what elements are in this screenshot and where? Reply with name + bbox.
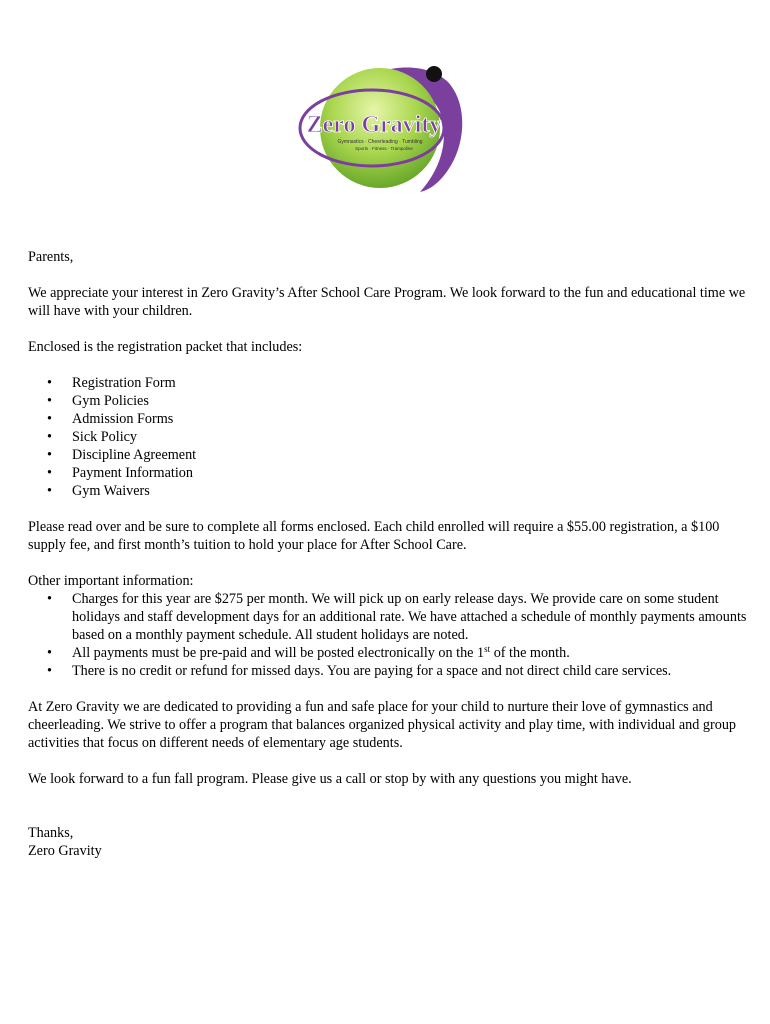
bullet-icon: • — [47, 429, 52, 445]
signature: Zero Gravity — [28, 843, 102, 859]
packet-list — [28, 374, 748, 500]
list-item: • There is no credit or refund for missed days. You are paying for a space and not direct child care services. — [47, 663, 672, 679]
bullet-icon: • — [47, 447, 52, 463]
bullet-icon: • — [47, 483, 52, 499]
list-item: • Gym Waivers — [47, 483, 150, 499]
letter-body — [28, 248, 748, 860]
logo-wordmark: Zero Gravity — [306, 112, 442, 138]
list-item: • Sick Policy — [47, 429, 138, 445]
bullet-icon: • — [47, 591, 52, 607]
logo-tagline-2: Sports · Fitness · Trampoline — [355, 146, 413, 151]
bullet-icon: • — [47, 663, 52, 679]
bullet-icon: • — [47, 411, 52, 427]
other-info-heading: Other important information: — [28, 573, 194, 589]
list-item: • Charges for this year are $275 per month. We will pick up on early release days. We provide care on some student holidays and staff development days for an additional rate. We have attached a schedule of monthly payments amounts based on a monthly payment schedule. All student holidays are noted. — [47, 591, 747, 643]
mission-paragraph: At Zero Gravity we are dedicated to providing a fun and safe place for your child to nurture their love of gymnastics and cheerleading. We strive to offer a program that balances organized physical activity and play time, with individual and group activities that focus on different needs of elementary age students. — [28, 699, 737, 751]
signoff: Thanks, — [28, 825, 74, 841]
list-item: • Registration Form — [47, 375, 176, 391]
logo-figure-head — [426, 66, 442, 82]
enclosed-intro: Enclosed is the registration packet that includes: — [28, 339, 303, 355]
logo-tagline-1: Gymnastics · Cheerleading · Tumbling — [337, 139, 423, 145]
bullet-icon: • — [47, 465, 52, 481]
intro-paragraph: We appreciate your interest in Zero Gravity’s After School Care Program. We look forward to the fun and educational time we will have with your children. — [28, 285, 746, 319]
list-item: • Admission Forms — [47, 411, 174, 427]
list-item: • All payments must be pre-paid and will be posted electronically on the 1st of the month. — [47, 644, 570, 661]
list-item: • Payment Information — [47, 465, 193, 481]
fees-paragraph: Please read over and be sure to complete all forms enclosed. Each child enrolled will require a $55.00 registration, a $100 supply fee, and first month’s tuition to hold your place for After School Care. — [28, 519, 720, 553]
bullet-icon: • — [47, 645, 52, 661]
list-item: • Discipline Agreement — [47, 447, 197, 463]
bullet-icon: • — [47, 375, 52, 391]
zero-gravity-logo — [290, 42, 476, 192]
salutation: Parents, — [28, 249, 74, 265]
list-item: • Gym Policies — [47, 393, 149, 409]
closing-paragraph: We look forward to a fun fall program. Please give us a call or stop by with any questions you might have. — [28, 771, 632, 787]
info-list — [28, 590, 748, 680]
bullet-icon: • — [47, 393, 52, 409]
